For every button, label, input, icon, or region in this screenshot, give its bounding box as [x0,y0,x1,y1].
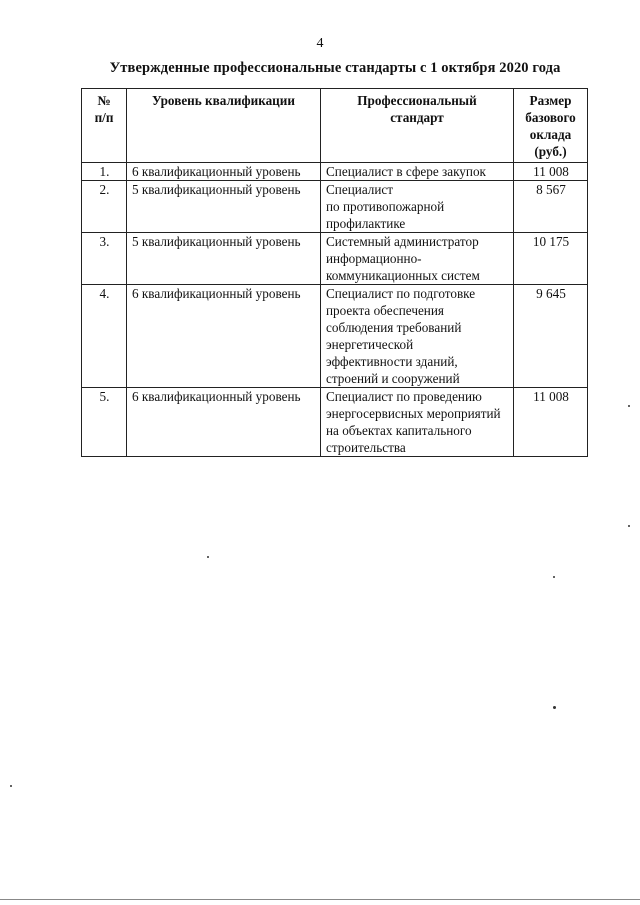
row-number: 4. [82,285,127,388]
row-number: 2. [82,181,127,233]
scan-speck [553,706,556,709]
row-qualification-level: 6 квалификационный уровень [127,163,321,181]
row-base-salary: 8 567 [514,181,588,233]
table-header-row [82,89,588,163]
table-row [82,285,588,388]
header-qualification-level: Уровень квалификации [127,89,321,163]
row-qualification-level: 6 квалификационный уровень [127,388,321,457]
row-base-salary: 11 008 [514,163,588,181]
row-number: 5. [82,388,127,457]
scan-speck [10,785,12,787]
row-professional-standard: Специалист в сфере закупок [321,163,514,181]
row-professional-standard: Специалист по противопожарной профилактике [321,181,514,233]
header-number: № п/п [82,89,127,163]
table-row [82,163,588,181]
row-number: 3. [82,233,127,285]
scan-speck [553,576,555,578]
row-professional-standard: Системный администратор информационно- коммуникационных систем [321,233,514,285]
scan-edge [0,899,640,900]
row-professional-standard: Специалист по проведению энергосервисных мероприятий на объектах капитального строительства [321,388,514,457]
table-row [82,233,588,285]
table-row [82,181,588,233]
row-base-salary: 9 645 [514,285,588,388]
row-base-salary: 10 175 [514,233,588,285]
row-base-salary: 11 008 [514,388,588,457]
page-number: 4 [316,36,324,51]
row-professional-standard: Специалист по подготовке проекта обеспечения соблюдения требований энергетической эффективности зданий, строений и сооружений [321,285,514,388]
scan-speck [207,556,209,558]
header-professional-standard: Профессиональный стандарт [321,89,514,163]
scan-speck [628,405,630,407]
row-qualification-level: 5 квалификационный уровень [127,181,321,233]
document-title: Утвержденные профессиональные стандарты с 1 октября 2020 года [109,60,561,76]
header-base-salary: Размер базового оклада (руб.) [514,89,588,163]
standards-table [81,88,588,457]
row-qualification-level: 5 квалификационный уровень [127,233,321,285]
scan-speck [628,525,630,527]
row-qualification-level: 6 квалификационный уровень [127,285,321,388]
row-number: 1. [82,163,127,181]
table-row [82,388,588,457]
